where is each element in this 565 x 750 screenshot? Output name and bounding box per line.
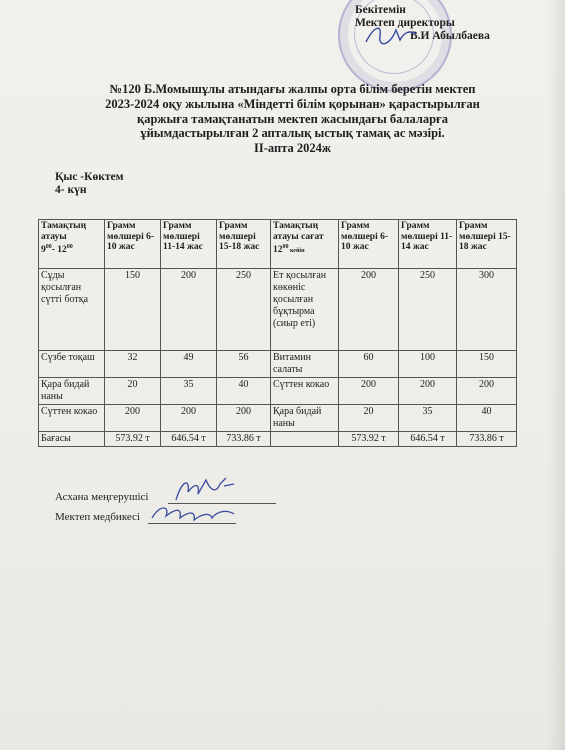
approval-heading: Бекітемін (355, 4, 406, 16)
table-cell: 20 (339, 405, 399, 432)
table-row (39, 351, 517, 378)
table-cell: Бағасы (39, 432, 105, 447)
table-cell: Сүттен кокао (39, 405, 105, 432)
table-cell: Қара бидай наны (39, 378, 105, 405)
day-label: 4- күн (55, 184, 87, 196)
table-cell: 40 (457, 405, 517, 432)
menu-table (38, 219, 517, 447)
table-cell: 250 (399, 269, 457, 351)
table-cell: 200 (457, 378, 517, 405)
director-signature (360, 22, 420, 48)
approval-position: Мектеп директоры (355, 17, 455, 29)
table-cell: Сұды қосылған сүтті ботқа (39, 269, 105, 351)
table-cell: 733.86 т (217, 432, 271, 447)
table-cell: 573.92 т (339, 432, 399, 447)
table-cell: 100 (399, 351, 457, 378)
title-line: 2023-2024 оқу жылына «Міндетті білім қорынан» қарастырылған (105, 96, 480, 111)
table-row-price (39, 432, 517, 447)
table-cell (271, 432, 339, 447)
table-cell: 150 (457, 351, 517, 378)
header-dish-name-after-12: Тамақтың атауы сағат $12^{00}$ кейін (271, 220, 339, 269)
table-cell: Сүзбе тоқаш (39, 351, 105, 378)
title-line: ІІ-апта 2024ж (254, 141, 331, 156)
table-row (39, 269, 517, 351)
nurse-signature-label: Мектеп медбикесі (55, 511, 140, 523)
table-cell: 49 (161, 351, 217, 378)
header-gram-15-18-b: Грамм мөлшері 15-18 жас (457, 220, 517, 269)
table-header-row (39, 220, 517, 269)
table-cell: 200 (105, 405, 161, 432)
header-gram-6-10: Грамм мөлшері 6-10 жас (105, 220, 161, 269)
table-cell: 646.54 т (161, 432, 217, 447)
table-cell: 300 (457, 269, 517, 351)
nurse-signature (148, 500, 240, 528)
title-line: ұйымдастырылған 2 апталық ыстық тамақ ас мәзірі. (140, 126, 445, 141)
page-edge-shadow (547, 0, 565, 750)
table-cell: 35 (399, 405, 457, 432)
table-cell: 200 (217, 405, 271, 432)
director-name: В.И Абылбаева (410, 30, 490, 42)
table-cell: Витамин салаты (271, 351, 339, 378)
header-gram-11-14-b: Грамм мөлшері 11-14 жас (399, 220, 457, 269)
table-cell: Қара бидай наны (271, 405, 339, 432)
table-cell: 200 (161, 405, 217, 432)
table-cell: 200 (339, 378, 399, 405)
table-cell: 250 (217, 269, 271, 351)
title-line: қаржыға тамақтанатын мектеп жасындағы балаларға (137, 111, 448, 126)
table-cell: 646.54 т (399, 432, 457, 447)
header-dish-name: Тамақтың атауы $9^{00}-$ $12^{00}$ (39, 220, 105, 269)
table-cell: 60 (339, 351, 399, 378)
table-cell: 200 (161, 269, 217, 351)
table-row (39, 378, 517, 405)
table-cell: 733.86 т (457, 432, 517, 447)
document-title (40, 82, 545, 156)
table-cell: Сүттен кокао (271, 378, 339, 405)
table-cell: 20 (105, 378, 161, 405)
table-cell: 35 (161, 378, 217, 405)
header-gram-6-10-b: Грамм мөлшері 6-10 жас (339, 220, 399, 269)
table-cell: 40 (217, 378, 271, 405)
title-line: №120 Б.Момышұлы атындағы жалпы орта білім беретін мектеп (109, 82, 476, 96)
table-cell: 32 (105, 351, 161, 378)
table-cell: 56 (217, 351, 271, 378)
season-day-label (55, 171, 123, 197)
table-cell: 150 (105, 269, 161, 351)
header-gram-15-18: Грамм мөлшері 15-18 жас (217, 220, 271, 269)
table-cell: 573.92 т (105, 432, 161, 447)
header-gram-11-14: Грамм мөлшері 11-14 жас (161, 220, 217, 269)
table-row (39, 405, 517, 432)
table-cell: 200 (339, 269, 399, 351)
table-cell: 200 (399, 378, 457, 405)
table-cell: Ет қосылған көкөніс қосылған бұқтырма (сиыр еті) (271, 269, 339, 351)
season-label: Қыс -Көктем (55, 171, 124, 183)
chef-signature-label: Асхана меңгерушісі (55, 491, 149, 503)
